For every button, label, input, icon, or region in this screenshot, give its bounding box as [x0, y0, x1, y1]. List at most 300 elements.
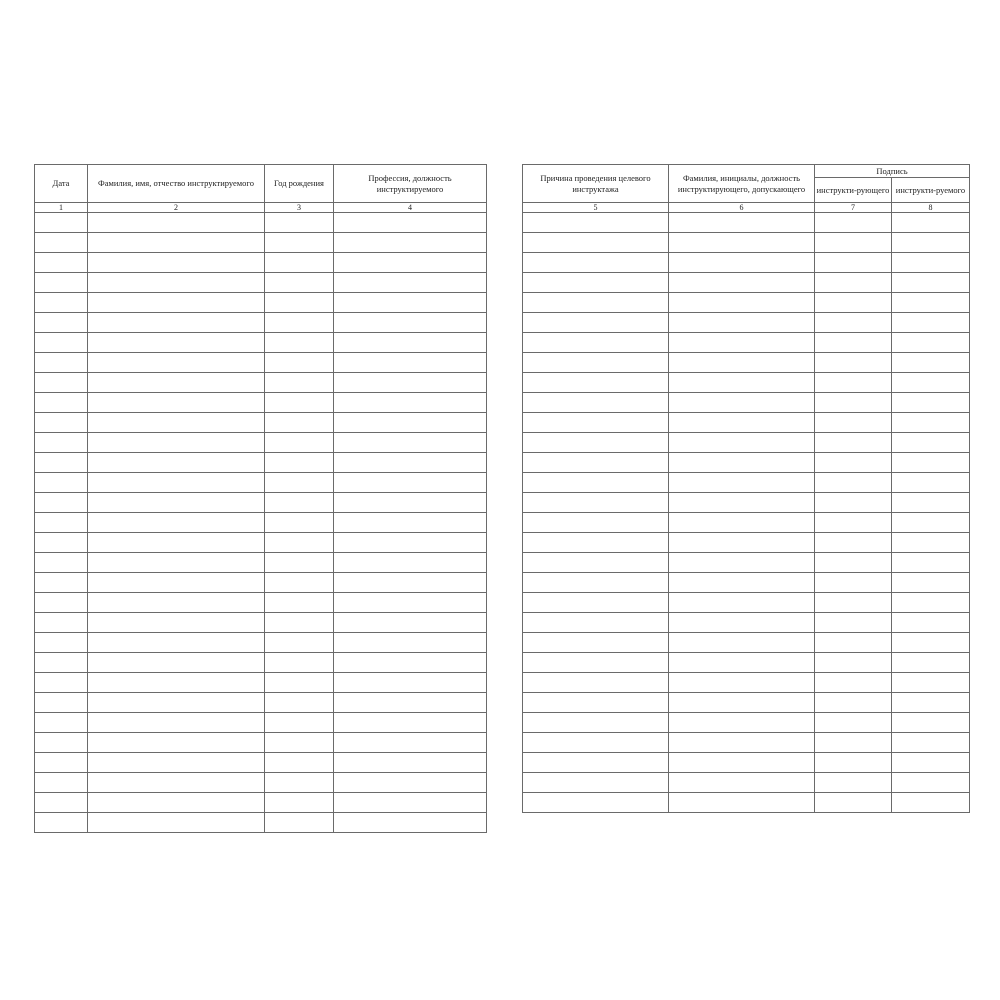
table-cell[interactable] — [815, 553, 892, 573]
table-cell[interactable] — [265, 493, 334, 513]
table-cell[interactable] — [669, 273, 815, 293]
table-cell[interactable] — [892, 793, 970, 813]
table-row — [35, 433, 487, 453]
table-cell[interactable] — [35, 773, 88, 793]
table-cell[interactable] — [523, 773, 669, 793]
table-cell[interactable] — [523, 533, 669, 553]
table-cell[interactable] — [334, 633, 487, 653]
table-row — [523, 233, 970, 253]
table-row — [35, 513, 487, 533]
table-row — [35, 313, 487, 333]
table-row — [523, 733, 970, 753]
table-cell[interactable] — [669, 393, 815, 413]
table-row — [35, 713, 487, 733]
table-cell[interactable] — [892, 293, 970, 313]
table-cell[interactable] — [334, 473, 487, 493]
table-cell[interactable] — [523, 353, 669, 373]
table-cell[interactable] — [892, 393, 970, 413]
table-cell[interactable] — [892, 593, 970, 613]
table-cell[interactable] — [334, 713, 487, 733]
table-cell[interactable] — [669, 293, 815, 313]
table-cell[interactable] — [265, 213, 334, 233]
table-cell[interactable] — [265, 473, 334, 493]
table-cell[interactable] — [523, 313, 669, 333]
table-cell[interactable] — [88, 333, 265, 353]
table-row — [35, 373, 487, 393]
table-cell[interactable] — [265, 273, 334, 293]
table-cell[interactable] — [334, 413, 487, 433]
table-cell[interactable] — [669, 553, 815, 573]
table-cell[interactable] — [88, 713, 265, 733]
table-cell[interactable] — [815, 493, 892, 513]
table-cell[interactable] — [35, 613, 88, 633]
table-cell[interactable] — [523, 753, 669, 773]
table-cell[interactable] — [815, 673, 892, 693]
table-cell[interactable] — [523, 553, 669, 573]
table-row — [523, 653, 970, 673]
table-cell[interactable] — [669, 753, 815, 773]
table-cell[interactable] — [523, 713, 669, 733]
table-cell[interactable] — [523, 613, 669, 633]
table-cell[interactable] — [523, 373, 669, 393]
table-cell[interactable] — [265, 753, 334, 773]
table-cell[interactable] — [892, 273, 970, 293]
table-cell[interactable] — [265, 373, 334, 393]
table-cell[interactable] — [88, 433, 265, 453]
table-cell[interactable] — [334, 373, 487, 393]
table-cell[interactable] — [88, 493, 265, 513]
table-cell[interactable] — [88, 453, 265, 473]
table-cell[interactable] — [669, 773, 815, 793]
table-cell[interactable] — [523, 673, 669, 693]
table-cell[interactable] — [669, 693, 815, 713]
header-signature-instructed: инструкти-руемого — [892, 178, 970, 203]
table-cell[interactable] — [523, 233, 669, 253]
table-cell[interactable] — [815, 613, 892, 633]
table-row — [35, 213, 487, 233]
table-cell[interactable] — [35, 533, 88, 553]
table-cell[interactable] — [334, 293, 487, 313]
table-cell[interactable] — [35, 453, 88, 473]
table-row — [523, 393, 970, 413]
table-cell[interactable] — [892, 713, 970, 733]
table-cell[interactable] — [523, 253, 669, 273]
table-cell[interactable] — [88, 313, 265, 333]
table-cell[interactable] — [265, 433, 334, 453]
table-cell[interactable] — [334, 533, 487, 553]
right-journal-table — [522, 164, 970, 813]
table-cell[interactable] — [815, 393, 892, 413]
table-cell[interactable] — [265, 693, 334, 713]
table-cell[interactable] — [523, 633, 669, 653]
table-cell[interactable] — [892, 633, 970, 653]
table-row — [35, 673, 487, 693]
table-cell[interactable] — [669, 253, 815, 273]
table-cell[interactable] — [815, 773, 892, 793]
table-cell[interactable] — [523, 273, 669, 293]
table-cell[interactable] — [669, 373, 815, 393]
table-cell[interactable] — [334, 573, 487, 593]
table-cell[interactable] — [88, 693, 265, 713]
table-row — [523, 413, 970, 433]
table-cell[interactable] — [35, 473, 88, 493]
table-cell[interactable] — [88, 733, 265, 753]
table-cell[interactable] — [88, 813, 265, 833]
table-row — [35, 413, 487, 433]
table-cell[interactable] — [265, 393, 334, 413]
table-cell[interactable] — [669, 733, 815, 753]
table-cell[interactable] — [88, 653, 265, 673]
table-row — [35, 613, 487, 633]
table-cell[interactable] — [669, 453, 815, 473]
table-cell[interactable] — [815, 293, 892, 313]
table-cell[interactable] — [523, 453, 669, 473]
table-cell[interactable] — [892, 513, 970, 533]
header-signature-instructor: инструкти-рующего — [815, 178, 892, 203]
table-cell[interactable] — [815, 433, 892, 453]
table-cell[interactable] — [35, 313, 88, 333]
table-cell[interactable] — [815, 413, 892, 433]
table-cell[interactable] — [523, 573, 669, 593]
table-cell[interactable] — [265, 513, 334, 533]
table-cell[interactable] — [35, 253, 88, 273]
table-cell[interactable] — [334, 673, 487, 693]
table-cell[interactable] — [265, 793, 334, 813]
table-cell[interactable] — [35, 593, 88, 613]
header-full-name: Фамилия, имя, отчество инструктируемого — [88, 165, 265, 203]
table-cell[interactable] — [88, 533, 265, 553]
table-cell[interactable] — [35, 493, 88, 513]
table-cell[interactable] — [88, 753, 265, 773]
table-cell[interactable] — [892, 733, 970, 753]
table-cell[interactable] — [523, 653, 669, 673]
table-cell[interactable] — [892, 753, 970, 773]
table-cell[interactable] — [892, 233, 970, 253]
table-cell[interactable] — [88, 393, 265, 413]
table-cell[interactable] — [88, 793, 265, 813]
table-cell[interactable] — [334, 613, 487, 633]
table-cell[interactable] — [265, 313, 334, 333]
table-cell[interactable] — [265, 353, 334, 373]
table-cell[interactable] — [265, 653, 334, 673]
table-cell[interactable] — [892, 553, 970, 573]
table-cell[interactable] — [815, 733, 892, 753]
table-cell[interactable] — [669, 213, 815, 233]
table-cell[interactable] — [523, 433, 669, 453]
table-cell[interactable] — [35, 653, 88, 673]
table-cell[interactable] — [892, 693, 970, 713]
table-row — [523, 333, 970, 353]
table-cell[interactable] — [35, 413, 88, 433]
table-cell[interactable] — [334, 593, 487, 613]
table-row — [35, 533, 487, 553]
table-cell[interactable] — [815, 793, 892, 813]
right-table-body — [523, 213, 970, 813]
table-cell[interactable] — [265, 253, 334, 273]
table-cell[interactable] — [892, 453, 970, 473]
table-cell[interactable] — [669, 713, 815, 733]
table-row — [523, 793, 970, 813]
table-cell[interactable] — [88, 773, 265, 793]
table-cell[interactable] — [523, 213, 669, 233]
table-cell[interactable] — [669, 673, 815, 693]
table-row — [35, 253, 487, 273]
table-cell[interactable] — [334, 513, 487, 533]
left-table-body — [35, 213, 487, 833]
table-row — [35, 633, 487, 653]
table-cell[interactable] — [334, 253, 487, 273]
table-cell[interactable] — [35, 273, 88, 293]
table-cell[interactable] — [892, 213, 970, 233]
table-cell[interactable] — [265, 773, 334, 793]
table-cell[interactable] — [334, 653, 487, 673]
table-cell[interactable] — [35, 673, 88, 693]
table-cell[interactable] — [334, 493, 487, 513]
table-cell[interactable] — [88, 613, 265, 633]
table-cell[interactable] — [523, 413, 669, 433]
table-cell[interactable] — [334, 793, 487, 813]
table-cell[interactable] — [815, 313, 892, 333]
table-cell[interactable] — [523, 513, 669, 533]
table-cell[interactable] — [815, 333, 892, 353]
table-cell[interactable] — [815, 513, 892, 533]
table-cell[interactable] — [88, 633, 265, 653]
table-cell[interactable] — [334, 233, 487, 253]
table-cell[interactable] — [669, 613, 815, 633]
table-cell[interactable] — [35, 213, 88, 233]
table-cell[interactable] — [265, 713, 334, 733]
table-cell[interactable] — [35, 713, 88, 733]
table-cell[interactable] — [669, 353, 815, 373]
table-cell[interactable] — [35, 553, 88, 573]
table-cell[interactable] — [892, 533, 970, 553]
table-cell[interactable] — [815, 633, 892, 653]
table-cell[interactable] — [35, 693, 88, 713]
table-cell[interactable] — [334, 273, 487, 293]
table-cell[interactable] — [669, 433, 815, 453]
table-cell[interactable] — [334, 553, 487, 573]
table-cell[interactable] — [265, 573, 334, 593]
table-cell[interactable] — [669, 493, 815, 513]
table-cell[interactable] — [815, 753, 892, 773]
table-cell[interactable] — [523, 793, 669, 813]
left-journal-table — [34, 164, 487, 833]
table-cell[interactable] — [892, 613, 970, 633]
table-cell[interactable] — [334, 313, 487, 333]
table-cell[interactable] — [892, 353, 970, 373]
table-cell[interactable] — [35, 513, 88, 533]
table-row — [35, 293, 487, 313]
table-cell[interactable] — [265, 593, 334, 613]
table-cell[interactable] — [669, 533, 815, 553]
table-cell[interactable] — [265, 733, 334, 753]
column-number: 7 — [815, 203, 892, 213]
table-cell[interactable] — [265, 453, 334, 473]
table-cell[interactable] — [815, 453, 892, 473]
table-cell[interactable] — [815, 213, 892, 233]
table-row — [35, 393, 487, 413]
table-cell[interactable] — [815, 593, 892, 613]
table-cell[interactable] — [334, 393, 487, 413]
table-cell[interactable] — [815, 233, 892, 253]
table-cell[interactable] — [35, 753, 88, 773]
table-cell[interactable] — [892, 313, 970, 333]
table-cell[interactable] — [669, 313, 815, 333]
table-row — [35, 553, 487, 573]
table-cell[interactable] — [88, 213, 265, 233]
table-cell[interactable] — [265, 533, 334, 553]
table-cell[interactable] — [523, 593, 669, 613]
table-cell[interactable] — [88, 593, 265, 613]
table-cell[interactable] — [35, 733, 88, 753]
table-cell[interactable] — [892, 253, 970, 273]
table-cell[interactable] — [523, 293, 669, 313]
table-cell[interactable] — [334, 333, 487, 353]
table-row — [523, 613, 970, 633]
table-cell[interactable] — [88, 233, 265, 253]
table-cell[interactable] — [88, 513, 265, 533]
table-row — [35, 793, 487, 813]
table-cell[interactable] — [265, 633, 334, 653]
table-row — [35, 333, 487, 353]
table-cell[interactable] — [334, 213, 487, 233]
table-cell[interactable] — [669, 333, 815, 353]
table-cell[interactable] — [265, 233, 334, 253]
table-row — [523, 693, 970, 713]
table-row — [35, 813, 487, 833]
table-cell[interactable] — [265, 613, 334, 633]
table-cell[interactable] — [35, 573, 88, 593]
table-cell[interactable] — [669, 573, 815, 593]
table-cell[interactable] — [334, 773, 487, 793]
table-cell[interactable] — [669, 473, 815, 493]
table-cell[interactable] — [35, 433, 88, 453]
table-cell[interactable] — [88, 553, 265, 573]
table-cell[interactable] — [35, 633, 88, 653]
table-cell[interactable] — [892, 673, 970, 693]
table-row — [523, 753, 970, 773]
table-row — [35, 693, 487, 713]
table-cell[interactable] — [815, 653, 892, 673]
table-row — [523, 433, 970, 453]
table-row — [35, 493, 487, 513]
table-cell[interactable] — [815, 533, 892, 553]
table-cell[interactable] — [892, 473, 970, 493]
table-cell[interactable] — [35, 793, 88, 813]
table-cell[interactable] — [334, 433, 487, 453]
table-cell[interactable] — [669, 653, 815, 673]
table-cell[interactable] — [88, 273, 265, 293]
table-cell[interactable] — [523, 473, 669, 493]
table-cell[interactable] — [892, 493, 970, 513]
table-cell[interactable] — [815, 713, 892, 733]
table-cell[interactable] — [669, 793, 815, 813]
table-cell[interactable] — [88, 353, 265, 373]
table-cell[interactable] — [88, 373, 265, 393]
table-cell[interactable] — [523, 693, 669, 713]
table-cell[interactable] — [523, 333, 669, 353]
table-cell[interactable] — [669, 513, 815, 533]
table-cell[interactable] — [892, 573, 970, 593]
table-cell[interactable] — [265, 413, 334, 433]
table-cell[interactable] — [892, 333, 970, 353]
table-cell[interactable] — [265, 813, 334, 833]
table-cell[interactable] — [265, 293, 334, 313]
table-cell[interactable] — [35, 813, 88, 833]
table-cell[interactable] — [334, 813, 487, 833]
table-cell[interactable] — [815, 573, 892, 593]
table-cell[interactable] — [815, 473, 892, 493]
table-cell[interactable] — [669, 593, 815, 613]
table-cell[interactable] — [88, 573, 265, 593]
table-row — [35, 273, 487, 293]
table-cell[interactable] — [815, 693, 892, 713]
table-cell[interactable] — [35, 333, 88, 353]
table-cell[interactable] — [35, 353, 88, 373]
column-number: 2 — [88, 203, 265, 213]
table-cell[interactable] — [334, 753, 487, 773]
table-cell[interactable] — [35, 393, 88, 413]
table-cell[interactable] — [815, 353, 892, 373]
column-number: 5 — [523, 203, 669, 213]
table-row — [523, 373, 970, 393]
table-row — [35, 593, 487, 613]
table-cell[interactable] — [88, 413, 265, 433]
table-cell[interactable] — [88, 673, 265, 693]
table-cell[interactable] — [265, 333, 334, 353]
table-cell[interactable] — [265, 673, 334, 693]
column-number: 1 — [35, 203, 88, 213]
table-cell[interactable] — [815, 273, 892, 293]
table-row — [523, 593, 970, 613]
table-row — [35, 473, 487, 493]
table-cell[interactable] — [88, 473, 265, 493]
table-cell[interactable] — [892, 773, 970, 793]
table-cell[interactable] — [35, 293, 88, 313]
table-row — [523, 773, 970, 793]
table-cell[interactable] — [334, 733, 487, 753]
table-cell[interactable] — [892, 653, 970, 673]
table-cell[interactable] — [892, 373, 970, 393]
table-cell[interactable] — [815, 373, 892, 393]
table-cell[interactable] — [669, 413, 815, 433]
table-cell[interactable] — [334, 693, 487, 713]
header-reason: Причина проведения целевого инструктажа — [523, 165, 669, 203]
table-cell[interactable] — [334, 453, 487, 473]
table-cell[interactable] — [35, 373, 88, 393]
table-cell[interactable] — [88, 293, 265, 313]
table-cell[interactable] — [523, 733, 669, 753]
table-cell[interactable] — [815, 253, 892, 273]
header-instructor: Фамилия, инициалы, должность инструктирующего, допускающего — [669, 165, 815, 203]
table-cell[interactable] — [334, 353, 487, 373]
table-cell[interactable] — [88, 253, 265, 273]
table-row — [35, 353, 487, 373]
table-cell[interactable] — [669, 233, 815, 253]
table-cell[interactable] — [669, 633, 815, 653]
table-row — [35, 773, 487, 793]
table-row — [523, 673, 970, 693]
table-cell[interactable] — [35, 233, 88, 253]
table-row — [523, 533, 970, 553]
table-cell[interactable] — [265, 553, 334, 573]
table-row — [523, 353, 970, 373]
table-row — [523, 553, 970, 573]
table-cell[interactable] — [892, 433, 970, 453]
table-cell[interactable] — [523, 393, 669, 413]
table-cell[interactable] — [892, 413, 970, 433]
table-cell[interactable] — [523, 493, 669, 513]
